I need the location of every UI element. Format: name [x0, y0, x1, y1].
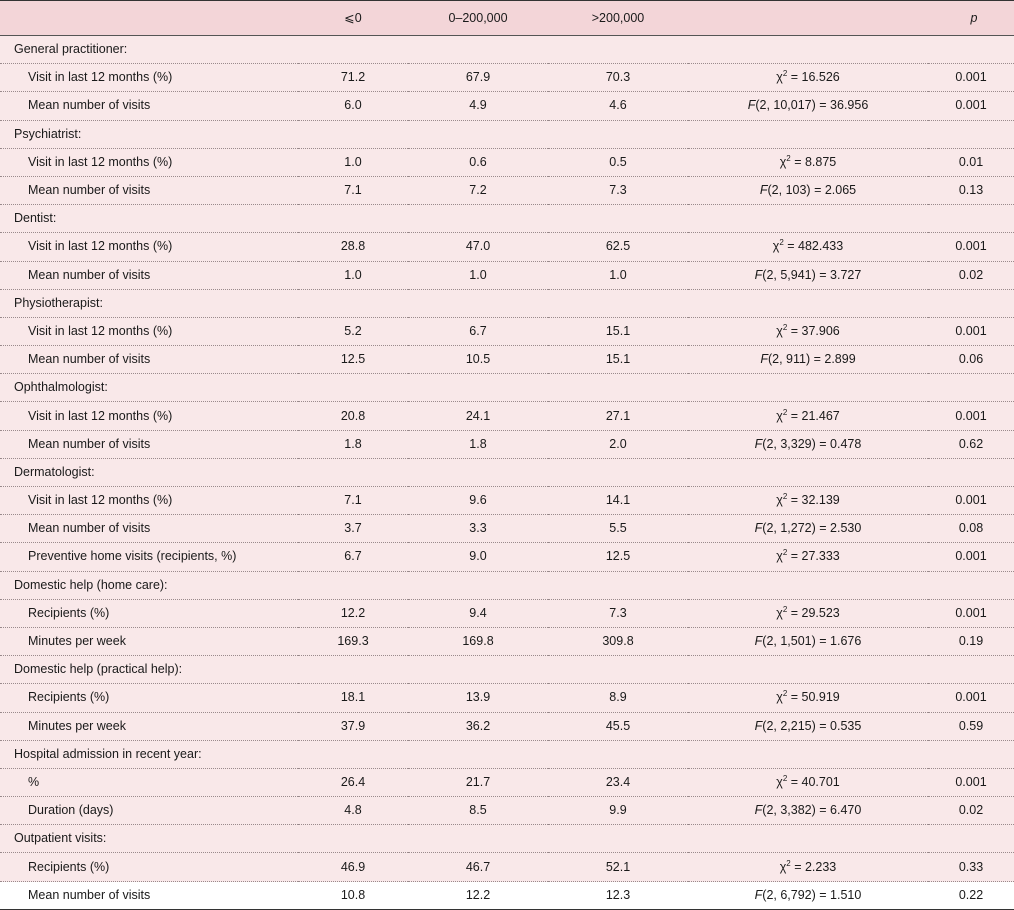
row-label: Visit in last 12 months (%) — [28, 154, 173, 169]
table-row — [0, 402, 1014, 430]
table-row — [0, 515, 1014, 543]
p-value: 0.59 — [958, 718, 984, 733]
value-income-0-200000: 9.4 — [469, 605, 487, 620]
row-label: Minutes per week — [28, 718, 126, 733]
value-income-le0: 28.8 — [340, 239, 366, 254]
row-label: Recipients (%) — [28, 605, 110, 620]
p-value: 0.62 — [958, 436, 984, 451]
p-value: 0.06 — [958, 352, 984, 367]
chi-symbol: χ — [776, 690, 783, 705]
value-income-0-200000: 24.1 — [465, 408, 491, 423]
group-label: General practitioner: — [14, 42, 128, 57]
chi-superscript: 2 — [786, 153, 791, 163]
row-label: Visit in last 12 months (%) — [28, 70, 173, 85]
value-income-0-200000: 9.0 — [469, 549, 487, 564]
value-income-0-200000: 169.8 — [462, 634, 494, 649]
test-statistic — [688, 599, 928, 627]
row-label: Mean number of visits — [28, 267, 151, 282]
test-statistic-value: (2, 103) = 2.065 — [767, 183, 857, 198]
table-row — [0, 430, 1014, 458]
chi-superscript: 2 — [782, 773, 788, 783]
group-label: Dentist: — [14, 211, 57, 226]
test-statistic-value: (2, 2,215) = 0.535 — [762, 718, 862, 733]
value-income-le0: 20.8 — [340, 408, 366, 423]
test-statistic-value: (2, 5,941) = 3.727 — [762, 267, 862, 282]
chi-symbol: χ — [772, 239, 780, 254]
p-value: 0.08 — [958, 521, 984, 536]
value-income-le0: 7.1 — [344, 183, 362, 198]
value-income-gt200000: 1.0 — [609, 267, 627, 282]
p-value: 0.33 — [958, 859, 984, 874]
chi-superscript: 2 — [782, 492, 788, 502]
chi-symbol: χ — [776, 70, 783, 85]
value-income-gt200000: 9.9 — [609, 803, 627, 818]
chi-superscript: 2 — [782, 689, 788, 699]
p-value: 0.001 — [955, 408, 987, 423]
chi-symbol: χ — [779, 859, 787, 874]
table-row — [0, 487, 1014, 515]
value-income-le0: 10.8 — [340, 887, 366, 902]
chi-symbol: χ — [779, 154, 787, 169]
value-income-gt200000: 15.1 — [605, 352, 631, 367]
value-income-le0: 12.2 — [340, 605, 366, 620]
p-value: 0.19 — [958, 634, 984, 649]
f-symbol: F — [760, 352, 768, 367]
test-statistic-value: (2, 10,017) = 36.956 — [755, 98, 869, 113]
f-symbol: F — [754, 718, 763, 733]
group-header-row — [0, 458, 1014, 486]
value-income-0-200000: 21.7 — [465, 774, 491, 789]
table-header — [0, 1, 1014, 36]
chi-superscript: 2 — [782, 407, 788, 417]
table-row — [0, 881, 1014, 909]
p-value: 0.001 — [955, 70, 987, 85]
value-income-gt200000: 8.9 — [609, 690, 627, 705]
p-value: 0.001 — [955, 239, 987, 254]
test-statistic-value: = 37.906 — [787, 323, 840, 338]
f-symbol: F — [754, 803, 763, 818]
value-income-0-200000: 0.6 — [469, 154, 487, 169]
table-row — [0, 627, 1014, 655]
chi-superscript: 2 — [786, 858, 791, 868]
group-label: Hospital admission in recent year: — [14, 746, 202, 761]
group-label: Physiotherapist: — [14, 295, 103, 310]
table-row — [0, 317, 1014, 345]
p-value: 0.02 — [958, 803, 984, 818]
value-income-gt200000: 0.5 — [609, 154, 627, 169]
f-symbol: F — [754, 887, 763, 902]
value-income-gt200000: 7.3 — [609, 183, 627, 198]
value-income-0-200000: 9.6 — [469, 493, 487, 508]
value-income-gt200000: 309.8 — [602, 634, 634, 649]
value-income-le0: 6.0 — [344, 98, 362, 113]
value-income-le0: 71.2 — [340, 70, 366, 85]
p-value: 0.13 — [958, 183, 984, 198]
value-income-le0: 12.5 — [340, 352, 366, 367]
test-statistic — [688, 712, 928, 740]
value-income-le0: 4.8 — [344, 803, 362, 818]
p-value: 0.001 — [955, 605, 987, 620]
test-statistic — [688, 261, 928, 289]
test-statistic — [688, 853, 928, 881]
test-statistic-value: (2, 1,501) = 1.676 — [762, 634, 862, 649]
value-income-le0: 169.3 — [337, 634, 369, 649]
row-label: Duration (days) — [28, 803, 114, 818]
value-income-0-200000: 36.2 — [465, 718, 491, 733]
header-income-gt200000: >200,000 — [548, 1, 688, 36]
f-symbol: F — [754, 267, 763, 282]
test-statistic-value: = 32.139 — [787, 493, 840, 508]
group-label: Domestic help (home care): — [14, 577, 168, 592]
row-label: Mean number of visits — [28, 436, 151, 451]
test-statistic — [688, 233, 928, 261]
chi-superscript: 2 — [782, 548, 788, 558]
test-statistic-value: (2, 6,792) = 1.510 — [762, 887, 862, 902]
chi-superscript: 2 — [779, 238, 784, 248]
value-income-0-200000: 12.2 — [465, 887, 491, 902]
test-statistic-value: = 50.919 — [787, 690, 840, 705]
group-header-row — [0, 825, 1014, 853]
table-row — [0, 148, 1014, 176]
value-income-gt200000: 27.1 — [605, 408, 631, 423]
value-income-0-200000: 7.2 — [469, 183, 487, 198]
group-label: Domestic help (practical help): — [14, 662, 183, 677]
table-row — [0, 599, 1014, 627]
value-income-gt200000: 23.4 — [605, 774, 631, 789]
table-row — [0, 712, 1014, 740]
group-header-row — [0, 374, 1014, 402]
chi-symbol: χ — [776, 605, 783, 620]
table-row — [0, 797, 1014, 825]
value-income-le0: 5.2 — [344, 323, 362, 338]
value-income-gt200000: 5.5 — [609, 521, 627, 536]
chi-superscript: 2 — [782, 322, 788, 332]
value-income-gt200000: 12.5 — [605, 549, 631, 564]
group-header-row — [0, 120, 1014, 148]
table-row — [0, 346, 1014, 374]
value-income-gt200000: 12.3 — [605, 887, 631, 902]
test-statistic — [688, 430, 928, 458]
p-value: 0.001 — [955, 690, 987, 705]
row-label: Mean number of visits — [28, 352, 151, 367]
test-statistic-value: = 40.701 — [787, 774, 840, 789]
chi-symbol: χ — [776, 493, 783, 508]
value-income-le0: 37.9 — [340, 718, 366, 733]
value-income-le0: 1.0 — [344, 154, 362, 169]
value-income-0-200000: 13.9 — [465, 690, 491, 705]
row-label: Mean number of visits — [28, 521, 151, 536]
value-income-le0: 3.7 — [344, 521, 362, 536]
chi-symbol: χ — [776, 408, 783, 423]
value-income-0-200000: 47.0 — [465, 239, 491, 254]
header-p-value: p — [928, 1, 1014, 36]
header-row — [0, 1, 1014, 36]
test-statistic — [688, 797, 928, 825]
chi-symbol: χ — [776, 549, 783, 564]
header-income-le0: ⩽0 — [298, 1, 408, 36]
chi-superscript: 2 — [782, 604, 788, 614]
test-statistic — [688, 768, 928, 796]
row-label: Minutes per week — [28, 634, 126, 649]
test-statistic-value: (2, 3,382) = 6.470 — [762, 803, 862, 818]
header-label — [0, 1, 298, 36]
test-statistic-value: (2, 3,329) = 0.478 — [762, 436, 862, 451]
table-row — [0, 853, 1014, 881]
value-income-gt200000: 2.0 — [609, 436, 627, 451]
table-row — [0, 684, 1014, 712]
value-income-0-200000: 1.8 — [469, 436, 487, 451]
value-income-0-200000: 8.5 — [469, 803, 487, 818]
test-statistic-value: = 2.233 — [790, 859, 837, 874]
test-statistic — [688, 543, 928, 571]
f-symbol: F — [759, 183, 768, 198]
value-income-gt200000: 52.1 — [605, 859, 631, 874]
group-header-row — [0, 36, 1014, 64]
value-income-0-200000: 67.9 — [465, 70, 491, 85]
value-income-le0: 26.4 — [340, 774, 366, 789]
value-income-0-200000: 4.9 — [469, 98, 487, 113]
test-statistic-value: = 27.333 — [787, 549, 840, 564]
test-statistic — [688, 176, 928, 204]
value-income-le0: 1.0 — [344, 267, 362, 282]
test-statistic-value: = 21.467 — [787, 408, 840, 423]
test-statistic-value: (2, 911) = 2.899 — [767, 352, 856, 367]
row-label: Visit in last 12 months (%) — [28, 493, 173, 508]
value-income-0-200000: 1.0 — [469, 267, 487, 282]
group-label: Dermatologist: — [14, 464, 95, 479]
row-label: Recipients (%) — [28, 859, 110, 874]
value-income-le0: 1.8 — [344, 436, 362, 451]
value-income-le0: 18.1 — [340, 690, 366, 705]
test-statistic — [688, 92, 928, 120]
value-income-gt200000: 4.6 — [609, 98, 627, 113]
value-income-le0: 6.7 — [344, 549, 362, 564]
value-income-0-200000: 6.7 — [469, 323, 487, 338]
row-label: Visit in last 12 months (%) — [28, 239, 173, 254]
value-income-gt200000: 15.1 — [605, 323, 631, 338]
p-value: 0.001 — [955, 774, 987, 789]
row-label: % — [28, 774, 40, 789]
chi-symbol: χ — [776, 774, 783, 789]
table-row — [0, 543, 1014, 571]
group-label: Psychiatrist: — [14, 126, 82, 141]
p-value: 0.02 — [958, 267, 984, 282]
f-symbol: F — [754, 521, 763, 536]
group-header-row — [0, 656, 1014, 684]
header-test — [688, 1, 928, 36]
p-value: 0.001 — [955, 549, 987, 564]
group-header-row — [0, 289, 1014, 317]
test-statistic — [688, 515, 928, 543]
value-income-le0: 7.1 — [344, 493, 362, 508]
table-row — [0, 261, 1014, 289]
value-income-0-200000: 46.7 — [465, 859, 491, 874]
row-label: Mean number of visits — [28, 183, 151, 198]
header-income-0-200000: 0–200,000 — [408, 1, 548, 36]
group-label: Outpatient visits: — [14, 831, 107, 846]
value-income-le0: 46.9 — [340, 859, 366, 874]
test-statistic-value: = 8.875 — [790, 154, 837, 169]
value-income-gt200000: 70.3 — [605, 70, 631, 85]
value-income-gt200000: 62.5 — [605, 239, 631, 254]
f-symbol: F — [754, 634, 763, 649]
test-statistic — [688, 317, 928, 345]
p-value: 0.01 — [958, 154, 984, 169]
f-symbol: F — [747, 98, 756, 113]
group-header-row — [0, 740, 1014, 768]
test-statistic — [688, 487, 928, 515]
test-statistic — [688, 627, 928, 655]
row-label: Visit in last 12 months (%) — [28, 408, 173, 423]
table-row — [0, 233, 1014, 261]
group-header-row — [0, 205, 1014, 233]
test-statistic-value: = 482.433 — [783, 239, 844, 254]
test-statistic — [688, 64, 928, 92]
test-statistic-value: = 16.526 — [787, 70, 840, 85]
value-income-gt200000: 14.1 — [605, 493, 631, 508]
test-statistic — [688, 684, 928, 712]
p-value: 0.001 — [955, 493, 987, 508]
group-header-row — [0, 571, 1014, 599]
value-income-0-200000: 10.5 — [465, 352, 491, 367]
table-body — [0, 36, 1014, 910]
row-label: Mean number of visits — [28, 887, 151, 902]
value-income-gt200000: 7.3 — [609, 605, 627, 620]
group-label: Ophthalmologist: — [14, 380, 108, 395]
test-statistic — [688, 881, 928, 909]
test-statistic — [688, 346, 928, 374]
table-row — [0, 92, 1014, 120]
chi-symbol: χ — [776, 323, 783, 338]
test-statistic — [688, 148, 928, 176]
p-value: 0.001 — [955, 98, 987, 113]
table-row — [0, 64, 1014, 92]
p-value: 0.001 — [955, 323, 987, 338]
p-value: 0.22 — [958, 887, 984, 902]
row-label: Mean number of visits — [28, 98, 151, 113]
table-row — [0, 768, 1014, 796]
test-statistic-value: = 29.523 — [787, 605, 840, 620]
test-statistic-value: (2, 1,272) = 2.530 — [762, 521, 862, 536]
value-income-0-200000: 3.3 — [469, 521, 487, 536]
row-label: Preventive home visits (recipients, %) — [28, 549, 237, 564]
chi-superscript: 2 — [782, 69, 788, 79]
value-income-gt200000: 45.5 — [605, 718, 631, 733]
test-statistic — [688, 402, 928, 430]
table-row — [0, 176, 1014, 204]
row-label: Recipients (%) — [28, 690, 110, 705]
row-label: Visit in last 12 months (%) — [28, 323, 173, 338]
f-symbol: F — [754, 436, 763, 451]
